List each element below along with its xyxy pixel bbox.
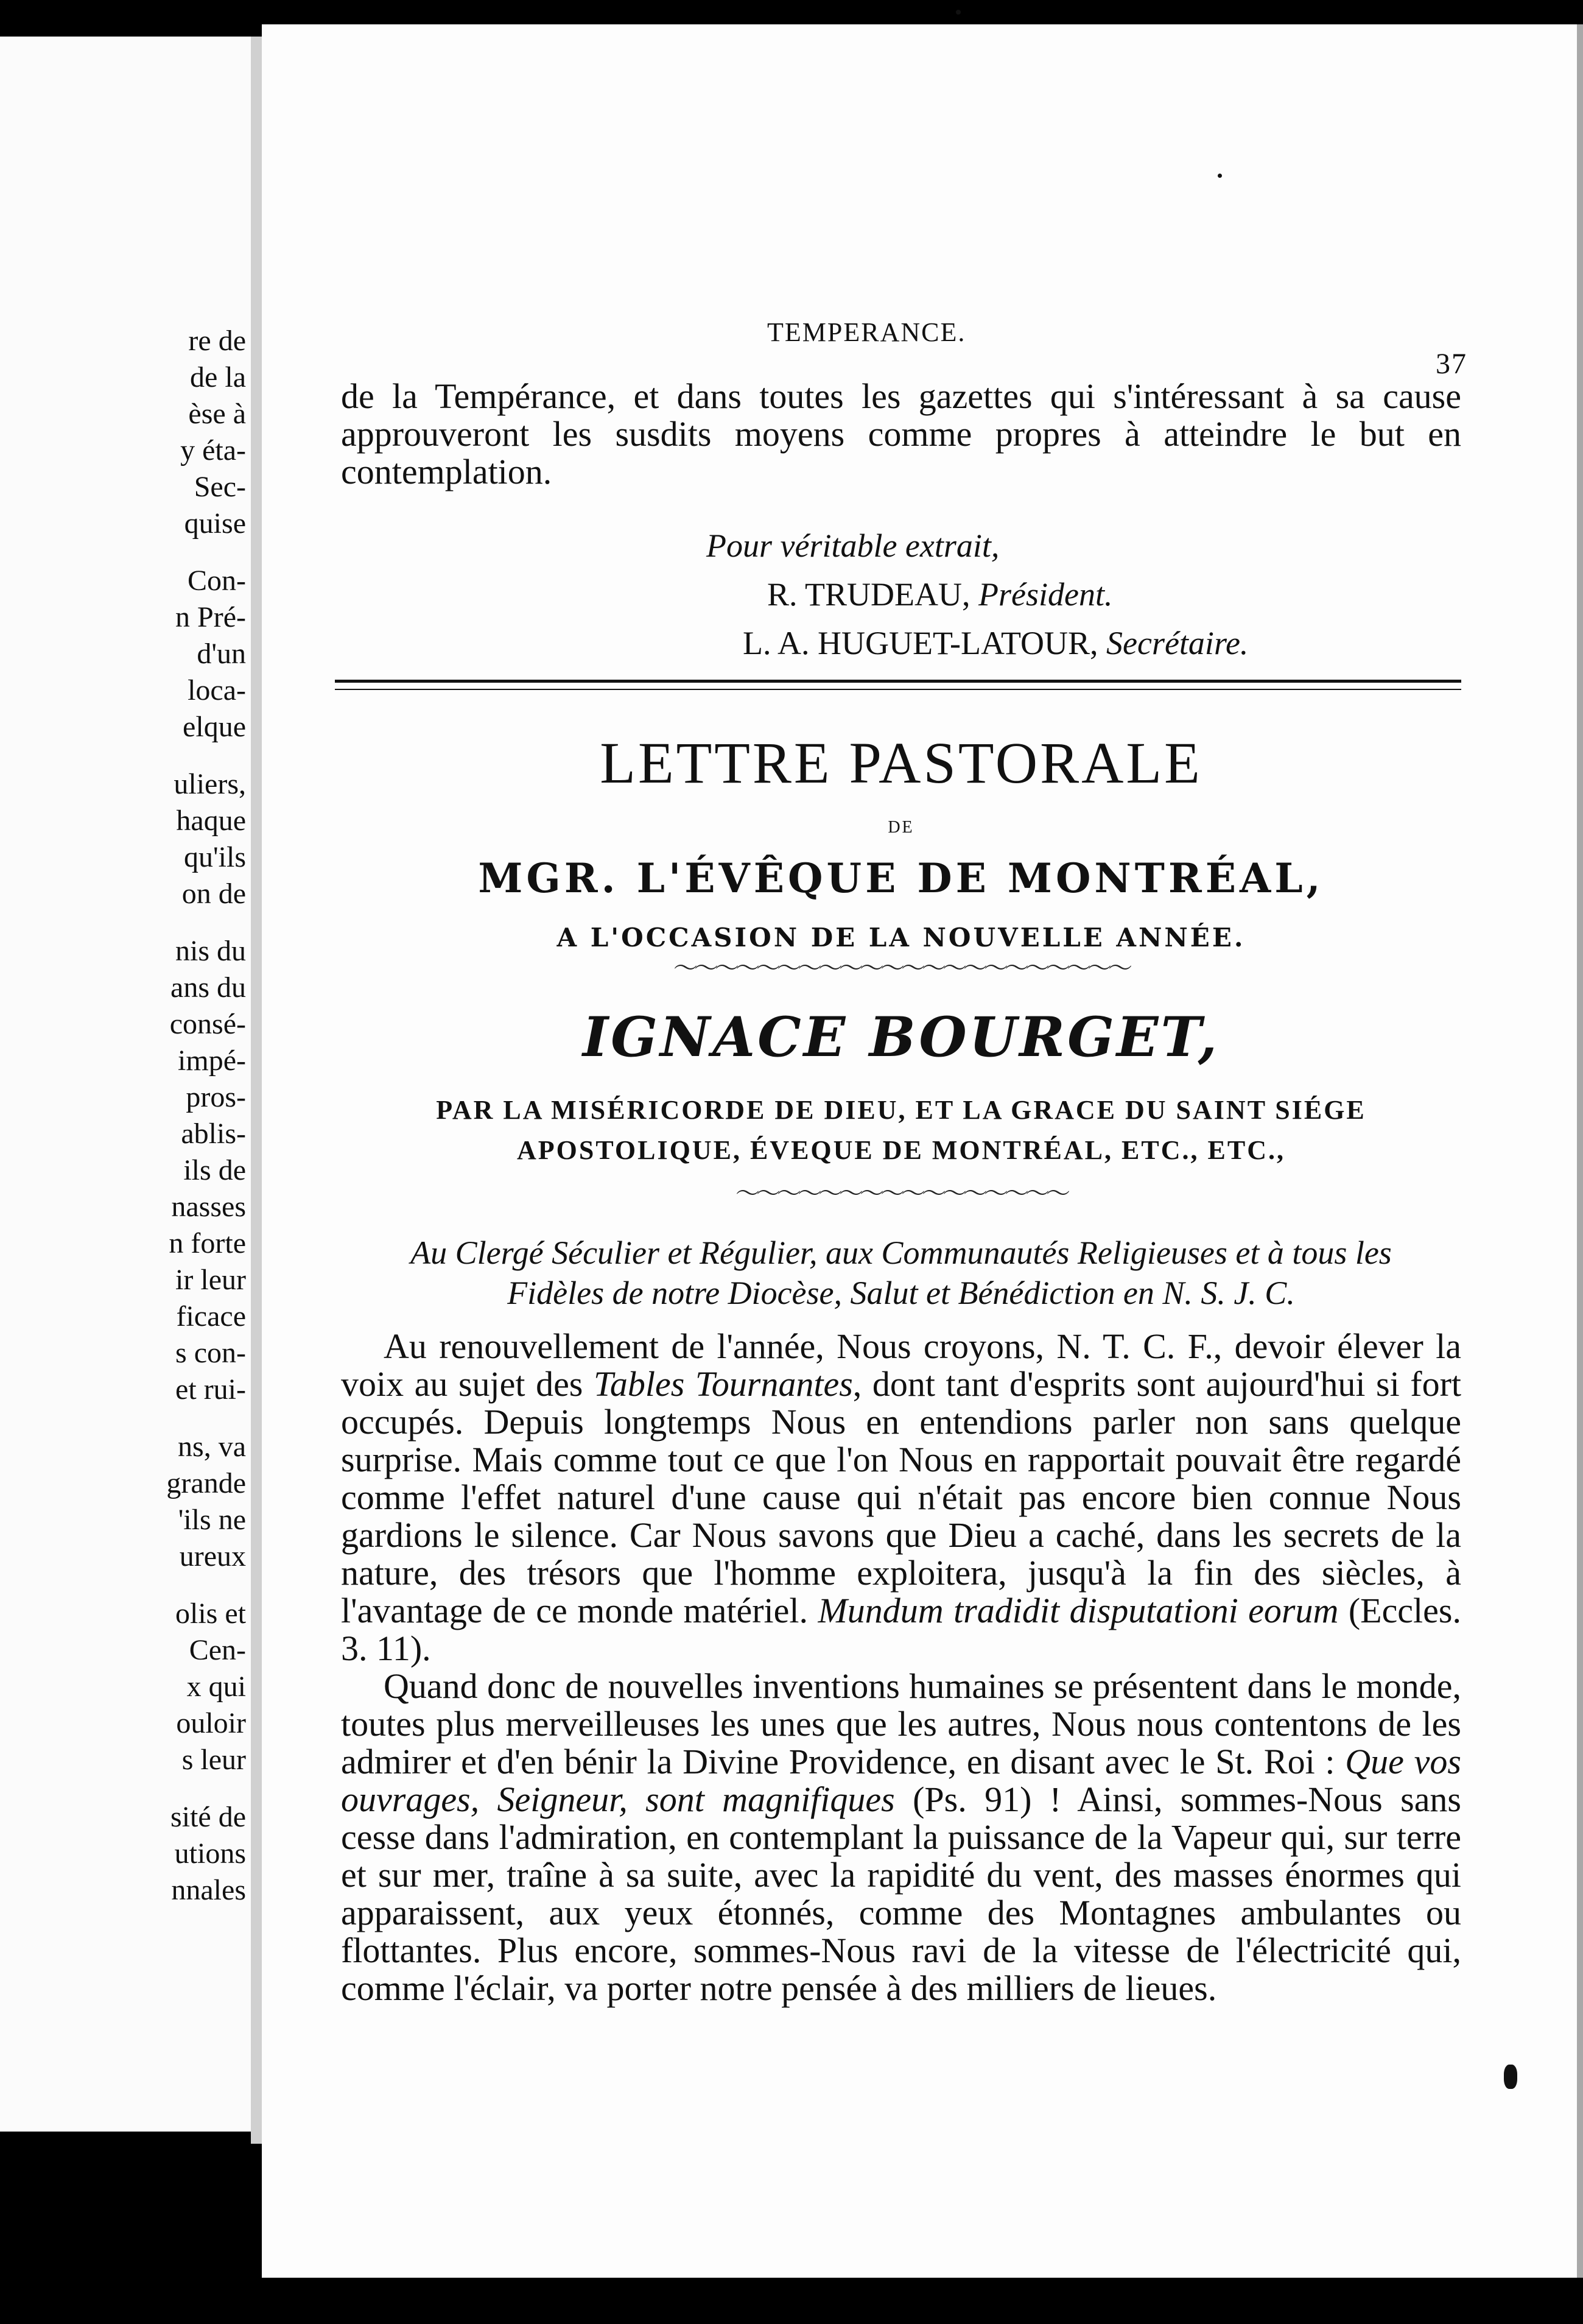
book-gutter [251,37,262,2144]
secretary-title: Secrétaire. [1106,625,1249,661]
left-page-line-fragment: Sec- [194,471,246,503]
left-page-line-fragment: nasses [171,1191,246,1223]
left-page-line-fragment: on de [181,878,246,910]
main-page [262,24,1583,2278]
left-page-line-fragment: x qui [186,1671,246,1703]
paragraph-1-text-b: , dont tant d'esprits sont aujourd'hui si fort occupés. Depuis longtemps Nous en entendions parler non sans quelque surprise. Mais comme tout ce que l'on Nous en rapportait pouvait être regardé comme l'effet naturel d'une cause qui n'était pas encore bien connue Nous gardions le silence. Car Nous savons que Dieu a caché, dans les secrets de la nature, des trésors que l'homme exploitera, jusqu'à la fin des siècles, à l'avantage de ce monde matériel. [341,1364,1461,1630]
left-page-line-fragment: consé- [169,1008,246,1040]
left-page-line-fragment: nis du [175,935,246,967]
left-page-line-fragment: ir leur [175,1264,246,1296]
left-page-line-fragment: ils de [183,1154,246,1186]
bishop-name: IGNACE BOURGET, [583,1005,1220,1069]
left-page-line-fragment: et rui- [175,1373,246,1406]
paragraph-1-latin-quote: Mundum tradidit disputationi eorum [818,1591,1339,1630]
section-divider-rule [335,680,1461,690]
left-page-line-fragment: n forte [169,1227,246,1259]
letter-body [341,1328,1461,2007]
signature-president [341,570,1461,619]
left-page-line-fragment: ablis- [181,1118,246,1150]
letter-de-label: DE [888,818,914,837]
president-name: R. TRUDEAU, [767,576,971,613]
left-page-line-fragment: de la [190,361,246,393]
signature-secretary [341,619,1461,667]
wavy-ornament-rule-short: 〜〜〜〜〜〜〜〜〜〜〜〜〜〜〜〜 [735,1180,1067,1207]
page-content [341,280,1467,2008]
scan-speck [956,10,961,15]
left-page-line-fragment: quise [184,507,246,540]
left-page-line-fragment: loca- [188,674,246,706]
scan-speck [1504,2065,1517,2089]
secretary-name: L. A. HUGUET-LATOUR, [743,625,1098,661]
left-page-line-fragment: ans du [170,971,246,1004]
left-page-line-fragment: èse à [188,398,246,430]
left-page-line-fragment: pros- [186,1081,246,1113]
paragraph-2-text-b: (Ps. 91) ! Ainsi, sommes-Nous sans cesse dans l'admiration, en contemplant la puissance de la Vapeur qui, sur terre et sur mer, traîne à sa suite, avec la rapidité du vent, des masses énormes qui apparaissent, aux yeux étonnés, comme des Montagnes ambulantes ou flottantes. Plus encore, sommes-Nous ravi de la vitesse de l'électricité qui, comme l'éclair, va porter notre pensée à des milliers de lieues. [341,1780,1462,2008]
bishop-style-line-2: APOSTOLIQUE, ÉVEQUE DE MONTRÉAL, ETC., ETC., [517,1135,1285,1165]
occasion-subtitle: A L'OCCASION DE LA NOUVELLE ANNÉE. [556,923,1246,952]
left-page-line-fragment: ouloir [176,1707,246,1739]
left-page-line-fragment: nnales [171,1874,246,1906]
letter-paragraph-1 [341,1328,1461,1667]
left-page-line-fragment: y éta- [180,434,246,467]
left-page-line-fragment: Con- [188,565,246,597]
left-page-line-fragment: ficace [176,1300,246,1333]
left-page-line-fragment: s leur [181,1744,246,1776]
left-page-line-fragment: uliers, [174,768,246,800]
paragraph-1-italic-tables: Tables Tournantes [593,1364,853,1404]
wavy-ornament-rule: 〜〜〜〜〜〜〜〜〜〜〜〜〜〜〜〜〜〜〜〜〜〜 [673,954,1129,982]
bishop-style-line-1: PAR LA MISÉRICORDE DE DIEU, ET LA GRACE DU SAINT SIÉGE [436,1095,1366,1125]
signature-intro: Pour véritable extrait, [706,527,1000,564]
left-page-line-fragment: ns, va [178,1431,246,1463]
left-page-line-fragment: Cen- [189,1634,246,1666]
page-number: 37 [1436,348,1467,380]
letter-address [341,1233,1461,1313]
left-page-line-fragment: sité de [170,1801,246,1833]
carryover-text: de la Tempérance, et dans toutes les gazettes qui s'intéressant à sa cause approuveront les susdits moyens comme propres à atteindre le but en contemplation. [341,376,1461,491]
left-page-line-fragment: olis et [175,1597,246,1630]
paragraph-1-reference: (Eccles. 3. 11). [341,1591,1461,1668]
letter-paragraph-2 [341,1667,1461,2007]
running-title: TEMPERANCE. [767,317,966,347]
left-page-line-fragment: 'ils ne [178,1504,246,1536]
president-title: Président. [978,576,1113,613]
left-page-line-fragment: d'un [197,638,246,670]
left-page-line-fragment: qu'ils [184,841,246,873]
scan-speck [1218,174,1222,178]
left-page-line-fragment: haque [176,805,246,837]
left-page-line-fragment: n Pré- [175,601,246,633]
left-page-line-fragment: utions [174,1837,246,1870]
left-page-line-fragment: ureux [179,1540,246,1572]
paragraph-2-psalm-quote: Que vos ouvrages, Seigneur, sont magnifiques [341,1742,1461,1819]
left-page-line-fragment: re de [188,325,246,357]
left-page-line-fragment: s con- [175,1337,246,1369]
bishop-style [341,1090,1461,1171]
left-page-line-fragment: grande [166,1467,246,1499]
letter-title: LETTRE PASTORALE [600,730,1202,795]
running-head [341,280,1467,380]
left-page-line-fragment: impé- [178,1044,246,1077]
signature-block [341,521,1461,667]
address-line-1: Au Clergé Séculier et Régulier, aux Communautés Religieuses et à tous les [410,1234,1392,1271]
paragraph-2-text-a: Quand donc de nouvelles inventions humaines se présentent dans le monde, toutes plus merveilleuses les unes que les autres, Nous nous contentons de les admirer et d'en bénir la Divine Providence, en disant avec le St. Roi : [341,1666,1461,1781]
paragraph-1-text-a: Au renouvellement de l'année, Nous croyons, N. T. C. F., devoir élever la voix au sujet des [341,1326,1461,1404]
left-facing-page [0,37,253,2132]
address-line-2: Fidèles de notre Diocèse, Salut et Bénédiction en N. S. J. C. [507,1275,1295,1311]
left-page-line-fragment: elque [183,711,246,743]
bishop-title: MGR. L'ÉVÊQUE DE MONTRÉAL, [478,854,1324,902]
